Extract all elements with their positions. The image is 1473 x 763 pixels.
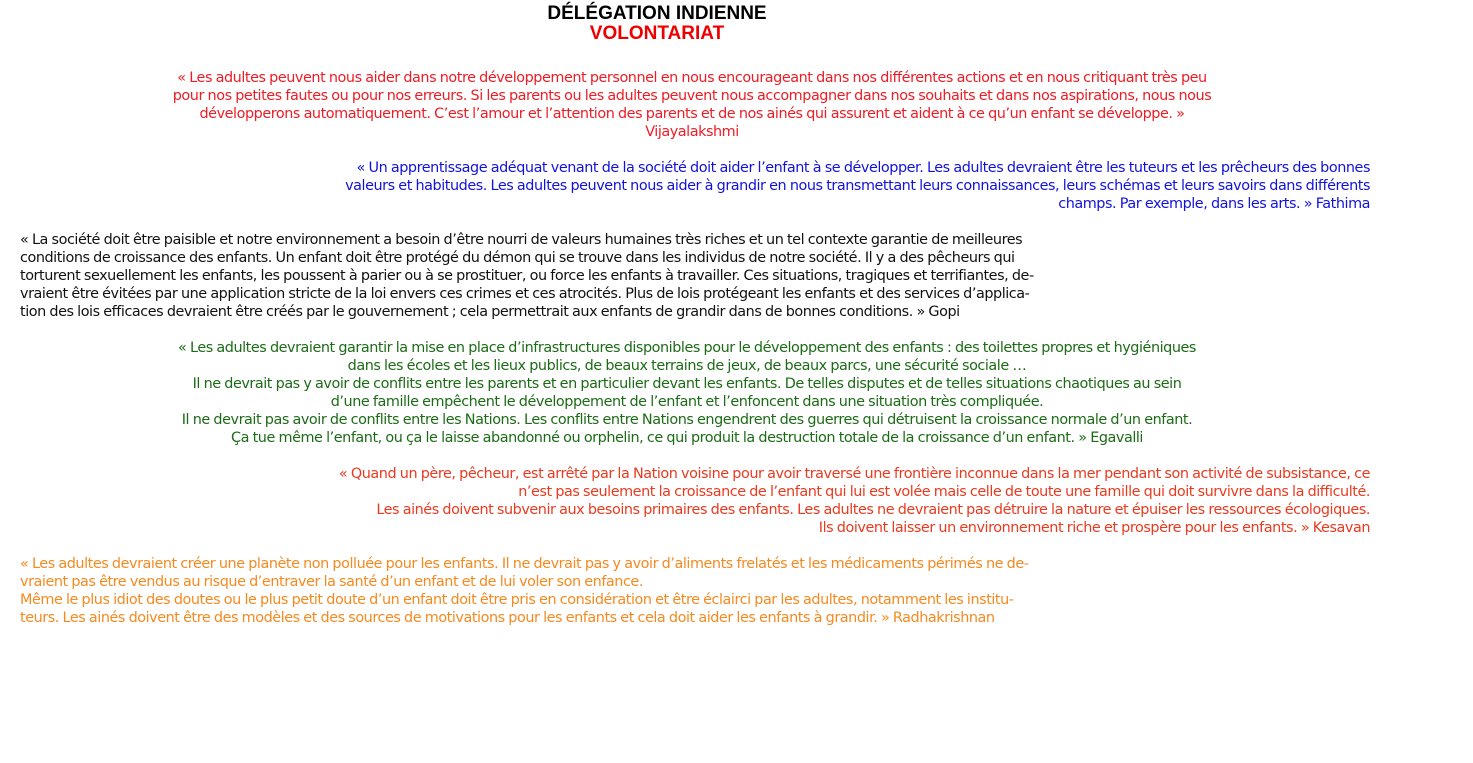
quote-line: valeurs et habitudes. Les adultes peuvent nous aider à grandir en nous transmettant leurs connaissances, leurs schémas et leurs savoirs dans différents [345,178,1370,194]
quote-line: Les ainés doivent subvenir aux besoins primaires des enfants. Les adultes ne devraient pas détruire la nature et épuiser les ressources écologiques. [376,502,1370,518]
quote-line: torturent sexuellement les enfants, les poussent à parier ou à se prostituer, ou force les enfants à travailler. Ces situations, tragiques et terrifiantes, de- [20,268,1034,284]
quote-line: « Les adultes peuvent nous aider dans notre développement personnel en nous encourageant dans nos différentes actions et en nous critiquant très peu [177,70,1207,86]
quote-line: Même le plus idiot des doutes ou le plus petit doute d’un enfant doit être pris en considération et être éclairci par les adultes, notamment les institu- [20,592,1014,608]
quote-line: conditions de croissance des enfants. Un enfant doit être protégé du démon qui se trouve dans les individus de notre société. Il y a des pêcheurs qui [20,250,1015,266]
quote-line: tion des lois efficaces devraient être créés par le gouvernement ; cela permettrait aux enfants de grandir dans de bonnes conditions. » Gopi [20,304,960,320]
quote-line: Il ne devrait pas y avoir de conflits entre les parents et en particulier devant les enfants. De telles disputes et de telles situations chaotiques au sein [192,376,1182,392]
quote-line: vraient être évitées par une application stricte de la loi envers ces crimes et ces atrocités. Plus de lois protégeant les enfants et des services d’applica- [20,286,1030,302]
quote-line: « Les adultes devraient garantir la mise en place d’infrastructures disponibles pour le développement des enfants : des toilettes propres et hygiéniques [178,340,1196,356]
quote-line: n’est pas seulement la croissance de l’enfant qui lui est volée mais celle de toute une famille qui doit survivre dans la difficulté. [518,484,1370,500]
quote-line: Ils doivent laisser un environnement riche et prospère pour les enfants. » Kesavan [818,520,1370,536]
quote-line: vraient pas être vendus au risque d’entraver la santé d’un enfant et de lui voler son enfance. [20,574,643,590]
quote-line: Il ne devrait pas avoir de conflits entre les Nations. Les conflits entre Nations engendrent des guerres qui détruisent la croissance normale d’un enfant. [181,412,1193,428]
quote-kesavan [18,465,1372,537]
quote-line: « La société doit être paisible et notre environnement a besoin d’être nourri de valeurs humaines très riches et un tel contexte garantie de meilleures [20,232,1023,248]
quote-line: « Les adultes devraient créer une planète non polluée pour les enfants. Il ne devrait pas y avoir d’aliments frelatés et les médicaments périmés ne de- [20,556,1029,572]
quote-line: champs. Par exemple, dans les arts. » Fathima [1058,196,1370,212]
quote-line: dans les écoles et les lieux publics, de beaux terrains de jeux, de beaux parcs, une sécurité sociale … [347,358,1027,374]
page-subtitle: VOLONTARIAT [589,23,725,44]
quote-line: teurs. Les ainés doivent être des modèles et des sources de motivations pour les enfants et cela doit aider les enfants à grandir. » Radhakrishnan [20,610,995,626]
quote-line: Vijayalakshmi [645,124,739,140]
quote-line: « Quand un père, pêcheur, est arrêté par la Nation voisine pour avoir traversé une frontière inconnue dans la mer pendant son activité de subsistance, ce [338,466,1370,482]
quote-line: Ça tue même l’enfant, ou ça le laisse abandonné ou orphelin, ce qui produit la destruction totale de la croissance d’un enfant. » Egavalli [231,430,1143,446]
quote-line: d’une famille empêchent le développement de l’enfant et l’enfoncent dans une situation très compliquée. [330,394,1044,410]
quote-egavalli [18,339,1372,447]
page-title: DÉLÉGATION INDIENNE [547,3,767,24]
quote-line: pour nos petites fautes ou pour nos erreurs. Si les parents ou les adultes peuvent nous accompagner dans nos souhaits et dans nos aspirations, nous nous [172,88,1212,104]
quote-gopi [18,231,1372,321]
quote-fathima [18,159,1372,213]
quote-vijayalakshmi [18,69,1372,141]
quote-line: développerons automatiquement. C’est l’amour et l’attention des parents et de nos ainés qui assurent et aident à ce qu’un enfant se développe. » [199,106,1185,122]
quote-line: « Un apprentissage adéquat venant de la société doit aider l’enfant à se développer. Les adultes devraient être les tuteurs et les prêcheurs des bonnes [356,160,1370,176]
quote-radhakrishnan [18,555,1372,627]
